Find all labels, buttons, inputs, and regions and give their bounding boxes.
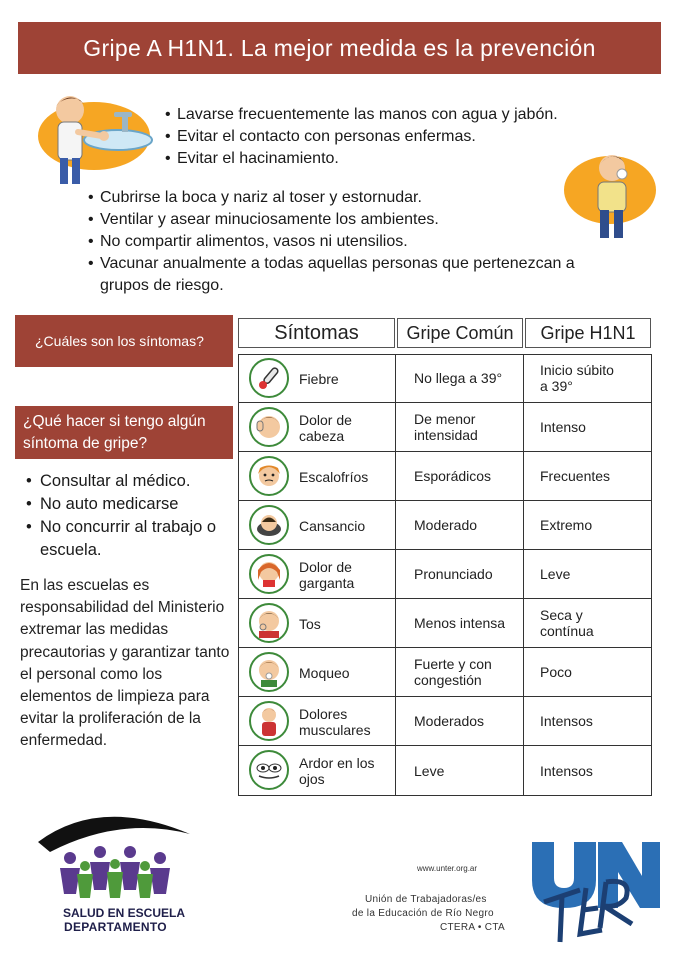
unter-logo-text: UNTER — [520, 838, 524, 839]
symptom-cell — [238, 501, 396, 550]
symptom-cell — [238, 452, 396, 501]
hygiene-tips-list — [165, 104, 558, 170]
list-item: • Cubrirse la boca y nariz al toser y estornudar. — [88, 187, 628, 209]
tired-face-icon — [249, 505, 289, 545]
eye-burn-icon — [249, 750, 289, 790]
table-row — [238, 550, 652, 599]
gripe-h1n1-cell: Extremo — [524, 501, 652, 550]
symptom-label: Tos — [299, 615, 321, 632]
school-paragraph: En las escuelas es responsabilidad del Ministerio extremar las medidas precautorias y garantizar tanto el personal como los elementos de limpieza para evitar la proliferación de la enfermedad. — [20, 577, 230, 750]
what-to-do-question: ¿Qué hacer si tengo algún síntoma de gripe? — [23, 412, 206, 452]
symptom-label: Dolor de garganta — [299, 558, 355, 591]
symptoms-question-box — [15, 315, 233, 367]
list-item: • No auto medicarse — [26, 493, 226, 516]
header-symptoms: Síntomas — [238, 318, 395, 348]
org-line-1: Unión de Trabajadoras/es — [365, 894, 487, 905]
symptom-label: Moqueo — [299, 664, 350, 681]
gripe-comun-cell: No llega a 39° — [396, 354, 524, 403]
chills-face-icon — [249, 456, 289, 496]
gripe-comun-cell: Leve — [396, 746, 524, 795]
symptom-label: Fiebre — [299, 370, 339, 387]
gripe-h1n1-cell: Poco — [524, 648, 652, 697]
table-row — [238, 648, 652, 697]
gripe-comun-cell: Menos intensa — [396, 599, 524, 648]
gripe-comun-cell: Moderados — [396, 697, 524, 746]
gripe-h1n1-cell: Leve — [524, 550, 652, 599]
what-to-do-list — [26, 470, 226, 562]
symptom-cell — [238, 746, 396, 795]
handwashing-illustration — [30, 88, 158, 188]
gripe-h1n1-cell: Intensos — [524, 697, 652, 746]
list-item: • No compartir alimentos, vasos ni utensilios. — [88, 231, 628, 253]
header-gripe-h1n1: Gripe H1N1 — [525, 318, 651, 348]
symptom-label: Escalofríos — [299, 468, 369, 485]
gripe-h1n1-cell: Frecuentes — [524, 452, 652, 501]
table-row — [238, 697, 652, 746]
org-line-3: CTERA • CTA — [440, 922, 505, 933]
list-item: • Lavarse frecuentemente las manos con agua y jabón. — [165, 104, 558, 126]
symptom-cell — [238, 599, 396, 648]
gripe-h1n1-cell: Intensos — [540, 762, 593, 779]
salud-escuela-text: SALUD EN ESCUELA — [63, 906, 186, 920]
symptom-cell — [238, 550, 396, 599]
table-row — [238, 746, 652, 795]
table-row — [238, 403, 652, 452]
org-line-2: de la Educación de Río Negro — [352, 908, 494, 919]
salud-escuela-logo — [30, 806, 200, 904]
list-item: • Consultar al médico. — [26, 470, 226, 493]
title-banner — [18, 22, 661, 74]
prevention-tips-list — [88, 187, 628, 297]
gripe-comun-cell: Esporádicos — [396, 452, 524, 501]
gripe-h1n1-cell: Seca y contínua — [524, 599, 652, 648]
header-gripe-comun: Gripe Común — [397, 318, 523, 348]
symptom-label: Dolor de cabeza — [299, 411, 352, 444]
list-item: • Vacunar anualmente a todas aquellas personas que pertenezcan a grupos de riesgo. — [88, 253, 628, 297]
gripe-comun-cell: Fuerte y con congestión — [396, 648, 524, 697]
symptom-cell — [238, 354, 396, 403]
gripe-comun-cell: De menor intensidad — [396, 403, 524, 452]
gripe-comun-cell: Pronunciado — [396, 550, 524, 599]
symptom-cell — [238, 697, 396, 746]
gripe-h1n1-cell: Inicio súbito a 39° — [524, 354, 652, 403]
list-item: • No concurrir al trabajo o escuela. — [26, 516, 226, 562]
page-title: Gripe A H1N1. La mejor medida es la prevención — [83, 34, 596, 61]
symptom-cell — [238, 403, 396, 452]
runny-nose-face-icon — [249, 652, 289, 692]
table-row — [238, 599, 652, 648]
list-item: • Evitar el contacto con personas enfermas. — [165, 126, 558, 148]
gripe-comun-cell: Moderado — [396, 501, 524, 550]
unter-logo — [520, 838, 660, 946]
thermometer-icon — [249, 358, 289, 398]
website-url: www.unter.org.ar — [417, 864, 478, 873]
sore-throat-face-icon — [249, 554, 289, 594]
symptom-cell — [238, 648, 396, 697]
cough-face-icon — [249, 603, 289, 643]
list-item: • Ventilar y asear minuciosamente los ambientes. — [88, 209, 628, 231]
list-item: • Evitar el hacinamiento. — [165, 148, 558, 170]
table-row — [238, 354, 652, 403]
table-row — [238, 452, 652, 501]
departamento-text: DEPARTAMENTO — [64, 920, 167, 934]
what-to-do-box — [15, 406, 233, 459]
muscle-pain-icon — [249, 701, 289, 741]
symptom-label: Dolores musculares — [299, 705, 371, 738]
symptom-label: Cansancio — [299, 517, 366, 534]
headache-face-icon — [249, 407, 289, 447]
gripe-h1n1-cell: Intenso — [524, 403, 652, 452]
symptoms-question: ¿Cuáles son los síntomas? — [35, 333, 204, 349]
symptom-label: Ardor en los ojos — [299, 754, 375, 787]
table-row — [238, 501, 652, 550]
